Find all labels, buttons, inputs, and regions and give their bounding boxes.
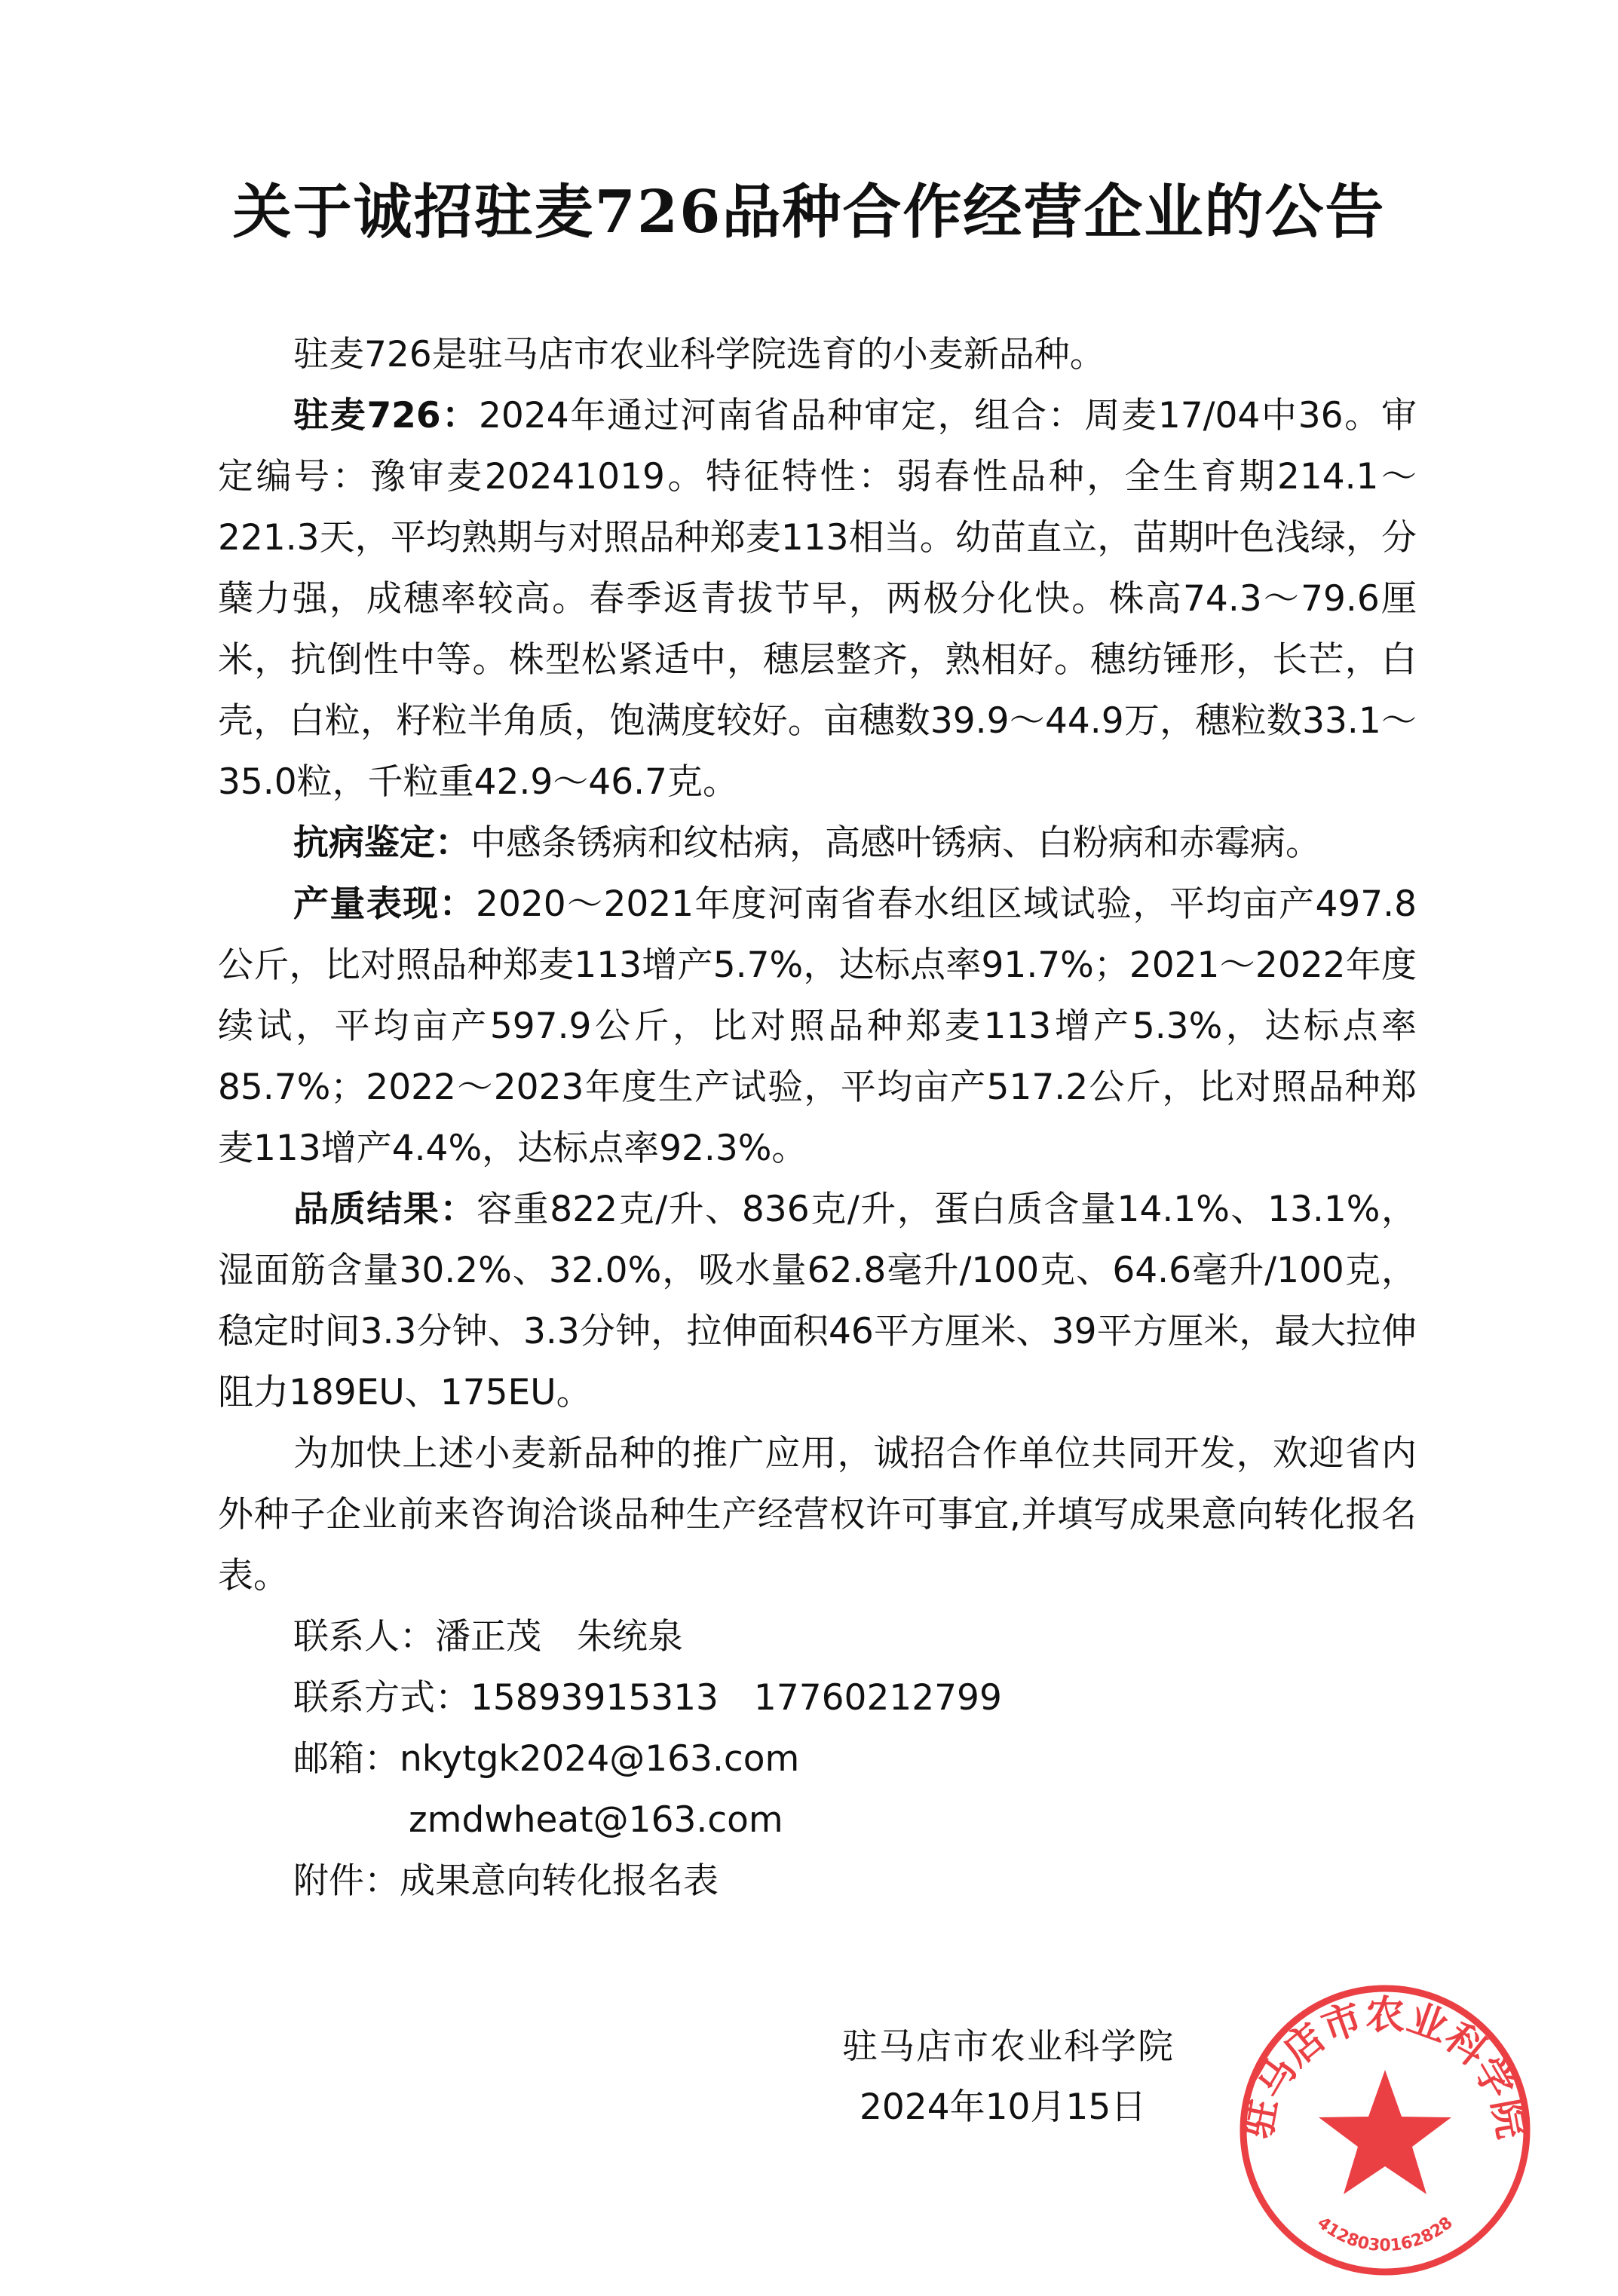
yield-paragraph bbox=[218, 874, 1417, 1179]
contact-phone: 联系方式：15893915313 17760212799 bbox=[293, 1677, 1002, 1719]
intro-paragraph: 驻麦726是驻马店市农业科学院选育的小麦新品种。 bbox=[293, 334, 1105, 375]
email-label: 邮箱： bbox=[293, 1738, 400, 1780]
seal-code: 4128030162828 bbox=[1313, 2213, 1457, 2256]
invite-paragraph: 为加快上述小麦新品种的推广应用，诚招合作单位共同开发，欢迎省内外种子企业前来咨询洽谈品种生产经营权许可事宜,并填写成果意向转化报名表。 bbox=[218, 1433, 1417, 1596]
quality-paragraph bbox=[218, 1179, 1417, 1423]
quality-text: 容重822克/升、836克/升，蛋白质含量14.1%、13.1%，湿面筋含量30.2%、32.0%，吸水量62.8毫升/100克、64.6毫升/100克，稳定时间3.3分钟、3.3分钟，拉伸面积46平方厘米、39平方厘米，最大拉伸阻力189EU、175EU。 bbox=[218, 1189, 1417, 1413]
yield-text: 2020～2021年度河南省春水组区域试验，平均亩产497.8公斤，比对照品种郑麦113增产5.7%，达标点率91.7%；2021～2022年度续试，平均亩产597.9公斤，比对照品种郑麦113增产5.3%，达标点率85.7%；2022～2023年度生产试验，平均亩产517.2公斤，比对照品种郑麦113增产4.4%，达标点率92.3%。 bbox=[218, 883, 1417, 1169]
disease-lead: 抗病鉴定： bbox=[293, 822, 470, 864]
email-link-2[interactable]: zmdwheat@163.com bbox=[409, 1799, 783, 1841]
variety-text: 2024年通过河南省品种审定，组合：周麦17/04中36。审定编号：豫审麦20241019。特征特性：弱春性品种，全生育期214.1～221.3天，平均熟期与对照品种郑麦113相当。幼苗直立，苗期叶色浅绿，分蘖力强，成穗率较高。春季返青拔节早，两极分化快。株高74.3～79.6厘米，抗倒性中等。株型松紧适中，穗层整齐，熟相好。穗纺锤形，长芒，白壳，白粒，籽粒半角质，饱满度较好。亩穗数39.9～44.9万，穗粒数33.1～35.0粒，千粒重42.9～46.7克。 bbox=[218, 395, 1417, 803]
disease-paragraph bbox=[218, 813, 1417, 874]
document-body bbox=[218, 324, 1417, 1912]
seal-text: 驻马店市农业科学院 bbox=[1234, 1992, 1536, 2142]
attachment-line: 附件：成果意向转化报名表 bbox=[293, 1860, 719, 1902]
contact-person: 联系人：潘正茂 朱统泉 bbox=[293, 1616, 683, 1658]
signature-block bbox=[842, 1979, 1596, 2296]
star-icon bbox=[1319, 2070, 1451, 2194]
disease-text: 中感条锈病和纹枯病，高感叶锈病、白粉病和赤霉病。 bbox=[470, 822, 1321, 864]
quality-lead: 品质结果： bbox=[293, 1189, 477, 1230]
contact-email bbox=[218, 1728, 1417, 1789]
document-title: 关于诚招驻麦726品种合作经营企业的公告 bbox=[232, 178, 1386, 246]
variety-lead: 驻麦726： bbox=[293, 395, 479, 436]
variety-paragraph bbox=[218, 385, 1417, 813]
email-link-1[interactable]: nkytgk2024@163.com bbox=[400, 1738, 800, 1780]
signature-org: 驻马店市农业科学院 bbox=[842, 2026, 1175, 2068]
signature-date: 2024年10月15日 bbox=[860, 2086, 1147, 2128]
yield-lead: 产量表现： bbox=[293, 883, 477, 925]
official-seal bbox=[1234, 1979, 1536, 2281]
